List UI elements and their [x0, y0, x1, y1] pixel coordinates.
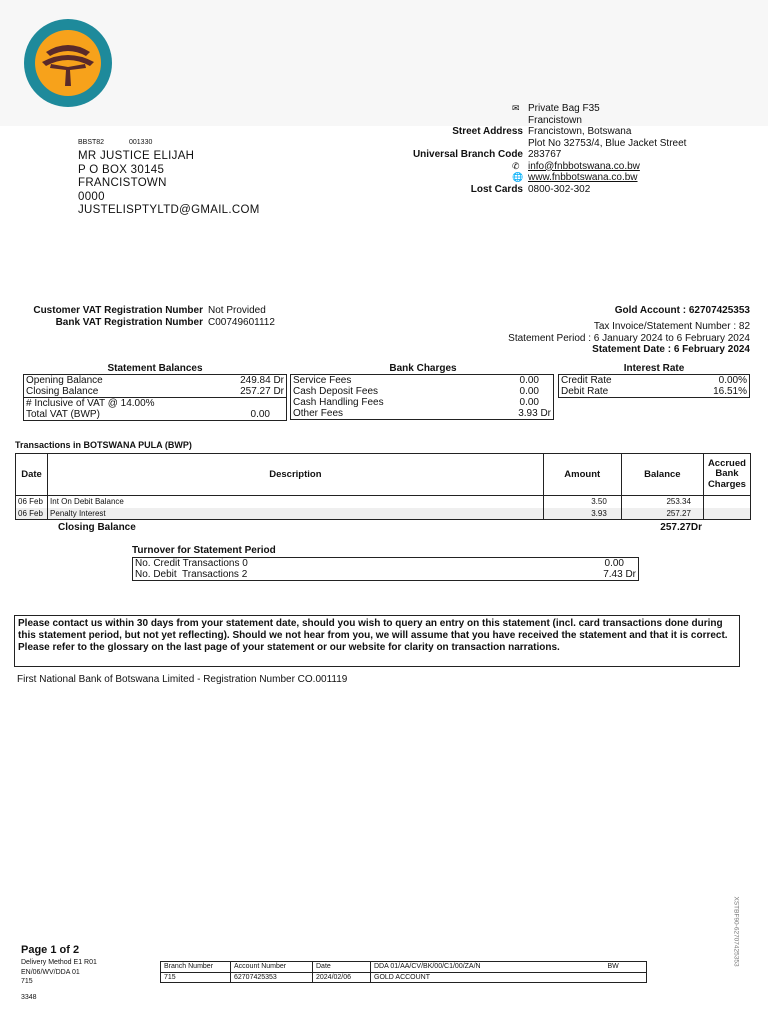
query-notice-text: Please contact us within 30 days from your statement date, should you wish to query an entry on this statement (incl. card transactions done during this statement period, but not yet reflecting). Should we not hear from you, we will assume that you have received the statement and that it is correct. [18, 618, 728, 641]
turnover-row [133, 558, 639, 570]
debit-transactions-label: No. Debit Transactions 2 [135, 569, 248, 580]
interest-rate-table [558, 374, 750, 398]
tax-invoice-number: Tax Invoice/Statement Number : 82 [593, 321, 750, 332]
footer-dda-header: DDA 01/AA/CV/BK/00/C1/00/ZA/N [371, 962, 605, 973]
vat-inclusive-label: # Inclusive of VAT @ 14.00% [26, 398, 155, 409]
footer-date-value: 2024/02/06 [313, 972, 371, 983]
at-sign-icon: ✆ [512, 160, 520, 171]
tx-accrued [703, 496, 750, 508]
cash-handling-fees-value: 0.00 [519, 397, 539, 408]
footer-branch-header: Branch Number [161, 962, 231, 973]
closing-balance-row [24, 386, 287, 398]
tx-description: Penalty Interest [48, 508, 544, 520]
charge-row [291, 397, 554, 408]
envelope-icon: ✉ [512, 103, 520, 113]
footer-date-header: Date [313, 962, 371, 973]
lost-cards-label: Lost Cards [470, 183, 523, 195]
bank-email-link[interactable]: info@fnbbotswana.co.bw [528, 160, 640, 172]
branch-code-value: 283767 [528, 149, 562, 160]
registration-text: First National Bank of Botswana Limited - Registration Number CO.001119 [17, 674, 348, 685]
tx-accrued [703, 508, 750, 520]
street-address-line-2: Plot No 32753/4, Blue Jacket Street [528, 137, 687, 149]
closing-balance-label: Closing Balance [58, 522, 136, 533]
bank-charges-title: Bank Charges [389, 363, 457, 374]
charge-row [291, 386, 554, 397]
street-address-line-1: Francistown, Botswana [528, 126, 632, 137]
closing-balance-value: 257.27 Dr [240, 386, 284, 397]
vat-total-table [23, 398, 287, 421]
bank-postal-line-2: Francistown [528, 114, 582, 126]
query-notice [14, 615, 740, 667]
interest-rate-title: Interest Rate [623, 363, 685, 374]
lost-cards-value: 0800-302-302 [528, 183, 591, 195]
interest-row [559, 386, 750, 398]
statement-date: Statement Date : 6 February 2024 [592, 344, 750, 355]
side-reference-code: XSTBF90-62707425353 [732, 896, 740, 967]
customer-vat-value: Not Provided [208, 305, 266, 316]
customer-city: FRANCISTOWN [78, 177, 167, 189]
statement-balances-title: Statement Balances [107, 363, 203, 374]
opening-balance-label: Opening Balance [26, 375, 103, 386]
tx-date: 06 Feb [16, 508, 48, 520]
cash-deposit-fees-label: Cash Deposit Fees [293, 386, 379, 397]
footer-header-row [161, 962, 647, 973]
transactions-table [15, 453, 751, 520]
cash-deposit-fees-value: 0.00 [519, 386, 539, 397]
turnover-table [132, 557, 639, 581]
bank-website-link[interactable]: www.fnbbotswana.co.bw [528, 172, 638, 183]
service-fees-label: Service Fees [293, 375, 352, 386]
transactions-title: Transactions in BOTSWANA PULA (BWP) [15, 440, 192, 450]
debit-rate-value: 16.51% [713, 386, 747, 397]
closing-balance-value: 257.27Dr [660, 522, 702, 533]
charge-row [291, 375, 554, 387]
other-fees-value: 3.93 Dr [518, 408, 551, 419]
branch-code-label: Universal Branch Code [412, 149, 523, 160]
footer-code-3: 3348 [21, 994, 37, 1001]
tx-date: 06 Feb [18, 497, 43, 507]
footer-account-value: 62707425353 [231, 972, 313, 983]
tx-balance: 257.27 [621, 508, 703, 520]
turnover-title: Turnover for Statement Period [132, 545, 276, 556]
credit-rate-label: Credit Rate [561, 375, 612, 386]
street-address-label: Street Address [452, 126, 523, 137]
footer-account-table [160, 961, 647, 983]
customer-address [78, 150, 260, 218]
account-title: Gold Account : 62707425353 [614, 305, 750, 316]
footer-codes [21, 958, 97, 987]
glossary-notice-text: Please refer to the glossary on the last page of your statement or our website for clarity on transaction narrations. [18, 642, 560, 653]
customer-email: JUSTELISPTYLTD@GMAIL.COM [78, 204, 260, 216]
credit-rate-value: 0.00% [718, 375, 747, 386]
bank-vat-label: Bank VAT Registration Number [55, 317, 203, 328]
interest-row [559, 375, 750, 387]
customer-postcode: 0000 [78, 190, 105, 203]
turnover-row [133, 569, 639, 581]
statement-balances-box [23, 374, 287, 421]
tx-description: Int On Debit Balance [48, 496, 544, 508]
tx-balance: 253.34 [621, 496, 703, 508]
footer-account-header: Account Number [231, 962, 313, 973]
other-fees-label: Other Fees [293, 408, 344, 419]
footer-code-1: EN/06/WV/DDA 01 [21, 968, 80, 976]
tx-amount: 3.93 [543, 508, 621, 520]
opening-balance-row [24, 375, 287, 387]
table-row [16, 508, 751, 520]
charge-row [291, 408, 554, 420]
footer-value-row [161, 972, 647, 983]
balances-table [23, 374, 287, 398]
debit-rate-label: Debit Rate [561, 386, 609, 397]
debit-transactions-value: 7.43 Dr [603, 569, 636, 580]
service-fees-value: 0.00 [519, 375, 539, 386]
fnb-tree-logo [22, 18, 114, 108]
credit-transactions-label: No. Credit Transactions 0 [135, 558, 248, 569]
customer-ref-number: 001330 [129, 139, 153, 146]
bank-postal-line-1: Private Bag F35 [528, 103, 600, 114]
footer-product-value: GOLD ACCOUNT [371, 972, 605, 983]
bank-charges-table [290, 374, 554, 420]
transactions-header-row [16, 454, 751, 496]
globe-icon: 🌐 [512, 172, 524, 182]
closing-balance-label: Closing Balance [26, 386, 99, 397]
bank-vat-value: C00749601112 [208, 317, 275, 328]
total-vat-label: Total VAT (BWP) [26, 409, 100, 420]
page-number: Page 1 of 2 [21, 944, 80, 956]
col-amount-header: Amount [543, 454, 621, 496]
credit-transactions-value: 0.00 [604, 558, 624, 569]
footer-extra-value [605, 972, 647, 983]
customer-vat-label: Customer VAT Registration Number [33, 305, 203, 316]
total-vat-value: 0.00 [250, 409, 270, 420]
statement-period: Statement Period : 6 January 2024 to 6 February 2024 [508, 333, 750, 344]
col-accrued-header: Accrued Bank Charges [703, 454, 750, 496]
footer-country-header: BW [605, 962, 647, 973]
col-description-header: Description [48, 454, 544, 496]
col-balance-header: Balance [621, 454, 703, 496]
customer-ref-code: BBST82 [78, 139, 105, 146]
footer-branch-value: 715 [161, 972, 231, 983]
cash-handling-fees-label: Cash Handling Fees [293, 397, 384, 408]
col-date-header: Date [16, 454, 48, 496]
customer-po-box: P O BOX 30145 [78, 163, 165, 176]
table-row [16, 496, 751, 508]
opening-balance-value: 249.84 Dr [240, 375, 284, 386]
delivery-method: Delivery Method E1 R01 [21, 959, 97, 966]
customer-name: MR JUSTICE ELIJAH [78, 150, 195, 162]
footer-code-2: 715 [21, 978, 33, 985]
tx-amount: 3.50 [543, 496, 621, 508]
